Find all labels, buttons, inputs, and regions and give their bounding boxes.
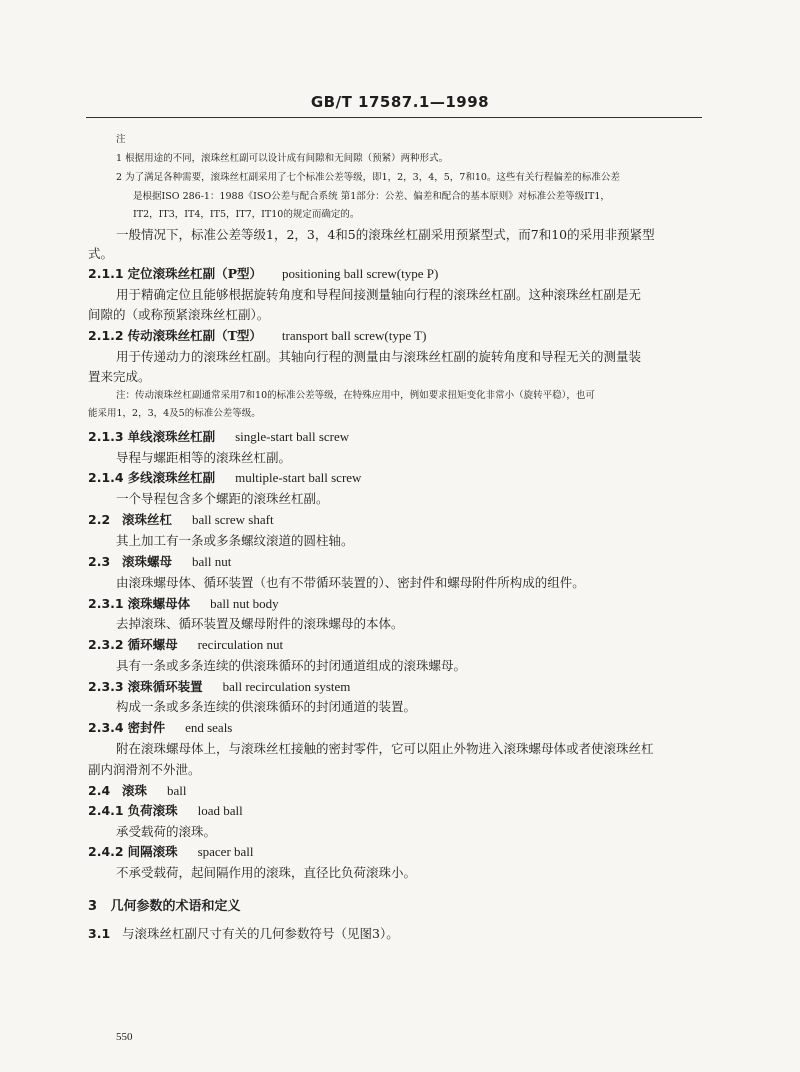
heading-title-cn: 单线滚珠丝杠副: [127, 429, 216, 444]
heading-title-cn: 传动滚珠丝杠副（T型）: [127, 328, 262, 343]
heading-title-cn: 循环螺母: [127, 637, 178, 652]
general-para-line1: 一般情况下，标准公差等级1，2，3，4和5的滚珠丝杠副采用预紧型式，而7和10的采用非预紧型: [116, 227, 655, 242]
page-number: 550: [116, 1031, 133, 1043]
heading-title-cn: 定位滚珠丝杠副（P型）: [127, 266, 262, 281]
definition-2-3-3: 构成一条或多条连续的供滚珠循环的封闭通道的装置。: [116, 699, 417, 714]
heading-2-2: [88, 510, 274, 530]
heading-title-en: end seals: [185, 720, 233, 735]
heading-number: 2.3.4: [88, 720, 124, 735]
heading-title-en: multiple-start ball screw: [235, 470, 362, 485]
heading-title-en: ball nut body: [210, 596, 279, 611]
header-rule: [86, 117, 702, 118]
definition-2-4-2: 不承受载荷，起间隔作用的滚珠，直径比负荷滚珠小。: [116, 865, 417, 880]
heading-2-4-1: [88, 801, 243, 821]
heading-title-cn: 滚珠螺母体: [127, 596, 191, 611]
definition-2-3-2: 具有一条或多条连续的供滚珠循环的封闭通道组成的滚珠螺母。: [116, 658, 467, 673]
note-2-line2: 是根据ISO 286-1：1988《ISO公差与配合系统 第1部分：公差、偏差和配合的基本原则》对标准公差等级IT1，: [133, 191, 610, 202]
heading-title-en: transport ball screw(type T): [281, 328, 427, 343]
standard-header: GB/T 17587.1—1998: [310, 93, 490, 111]
heading-title-cn: 多线滚珠丝杠副: [127, 470, 216, 485]
heading-text: 与滚珠丝杠副尺寸有关的几何参数符号（见图3）。: [121, 926, 399, 941]
heading-title-en: ball screw shaft: [191, 512, 274, 527]
heading-number: 2.3: [88, 554, 111, 569]
heading-title-en: recirculation nut: [197, 637, 284, 652]
heading-2-3-4: [88, 718, 232, 738]
note-2-line3: IT2，IT3，IT4，IT5，IT7，IT10的规定而确定的。: [133, 209, 360, 220]
section-title: 几何参数的术语和定义: [110, 899, 241, 914]
heading-2-1-4: [88, 468, 361, 488]
definition-2-1-1-line1: 用于精确定位且能够根据旋转角度和导程间接测量轴向行程的滚珠丝杠副。这种滚珠丝杠副是无: [116, 287, 642, 302]
heading-number: 2.1.4: [88, 470, 124, 485]
section-3-heading: [88, 895, 241, 914]
heading-number: 2.2: [88, 512, 111, 527]
heading-2-1-3: [88, 427, 349, 447]
heading-2-4: [88, 781, 186, 801]
heading-title-en: positioning ball screw(type P): [281, 266, 439, 281]
heading-number: 2.1.2: [88, 328, 124, 343]
heading-number: 2.1.3: [88, 429, 124, 444]
definition-2-3: 由滚珠螺母体、循环装置（也有不带循环装置的）、密封件和螺母附件所构成的组件。: [116, 575, 585, 590]
heading-3-1: [88, 924, 399, 944]
heading-title-cn: 滚珠丝杠: [121, 512, 172, 527]
heading-number: 3.1: [88, 926, 111, 941]
heading-title-en: ball recirculation system: [222, 679, 351, 694]
definition-2-1-1-line2: 间隙的（或称预紧滚珠丝杠副）。: [88, 307, 270, 322]
heading-2-3-2: [88, 635, 283, 655]
heading-title-en: ball nut: [191, 554, 232, 569]
definition-2-4-1: 承受载荷的滚珠。: [116, 824, 217, 839]
definition-2-1-4: 一个导程包含多个螺距的滚珠丝杠副。: [116, 491, 329, 506]
definition-2-3-4-line2: 副内润滑剂不外泄。: [88, 762, 201, 777]
note-2-1-2-line2: 能采用1，2，3，4及5的标准公差等级。: [88, 408, 261, 419]
heading-number: 2.4.2: [88, 844, 124, 859]
definition-2-2: 其上加工有一条或多条螺纹滚道的圆柱轴。: [116, 533, 354, 548]
heading-2-3: [88, 552, 231, 572]
note-2-line1: 2 为了满足各种需要，滚珠丝杠副采用了七个标准公差等级，即1，2，3，4，5，7和10。这些有关行程偏差的标准公差: [116, 172, 620, 183]
heading-title-en: load ball: [197, 803, 243, 818]
note-2-1-2-line1: 注：传动滚珠丝杠副通常采用7和10的标准公差等级，在特殊应用中，例如要求扭矩变化非常小（旋转平稳），也可: [116, 390, 595, 401]
heading-number: 2.4.1: [88, 803, 124, 818]
heading-2-1-1: [88, 264, 438, 284]
heading-number: 2.3.1: [88, 596, 124, 611]
heading-title-en: spacer ball: [197, 844, 254, 859]
heading-number: 2.3.2: [88, 637, 124, 652]
definition-2-3-4-line1: 附在滚珠螺母体上，与滚珠丝杠接触的密封零件，它可以阻止外物进入滚珠螺母体或者使滚珠丝杠: [116, 741, 654, 756]
definition-2-1-2-line1: 用于传递动力的滚珠丝杠副。其轴向行程的测量由与滚珠丝杠副的旋转角度和导程无关的测量装: [116, 349, 642, 364]
general-para-line2: 式。: [88, 246, 114, 261]
heading-number: 2.4: [88, 783, 111, 798]
heading-2-4-2: [88, 842, 254, 862]
heading-title-cn: 密封件: [127, 720, 166, 735]
heading-title-cn: 间隔滚珠: [127, 844, 178, 859]
section-number: 3: [88, 899, 98, 914]
definition-2-1-3: 导程与螺距相等的滚珠丝杠副。: [116, 450, 292, 465]
definition-2-3-1: 去掉滚珠、循环装置及螺母附件的滚珠螺母的本体。: [116, 616, 404, 631]
heading-number: 2.3.3: [88, 679, 124, 694]
definition-2-1-2-line2: 置来完成。: [88, 369, 151, 384]
heading-title-cn: 滚珠循环装置: [127, 679, 203, 694]
heading-title-cn: 滚珠: [121, 783, 147, 798]
heading-title-cn: 滚珠螺母: [121, 554, 172, 569]
heading-title-en: ball: [166, 783, 187, 798]
heading-2-3-3: [88, 677, 350, 697]
heading-number: 2.1.1: [88, 266, 124, 281]
heading-2-3-1: [88, 594, 279, 614]
note-1: 1 根据用途的不同，滚珠丝杠副可以设计成有间隙和无间隙（预紧）两种形式。: [116, 153, 449, 164]
heading-title-en: single-start ball screw: [235, 429, 350, 444]
note-label: 注: [116, 134, 126, 145]
heading-2-1-2: [88, 326, 426, 346]
heading-title-cn: 负荷滚珠: [127, 803, 178, 818]
